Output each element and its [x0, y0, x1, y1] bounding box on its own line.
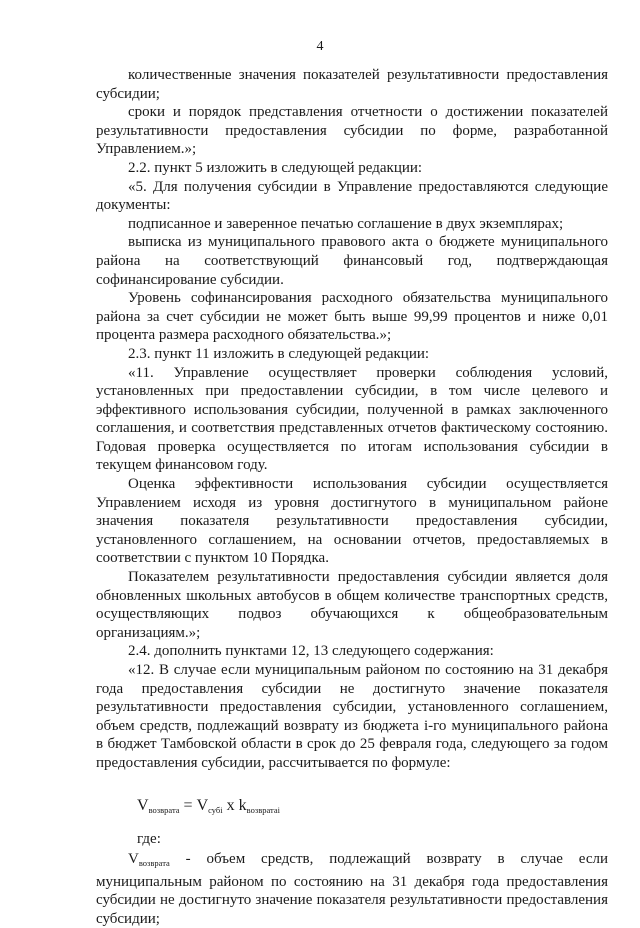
definition-sub: возврата [138, 858, 170, 868]
page-number: 4 [316, 39, 324, 54]
paragraph: «12. В случае если муниципальным районом по состоянию на 31 декабря года предоставления субсидии не достигнуто значение показателя результативности предоставления субсидии, установленного соглашением, объем средств, подлежащий возврату из бюджета i-го муниципального района в бюджет Тамбовской области в срок до 25 февраля года, следующего за годом предоставления субсидии, рассчитывается по формуле: [96, 662, 608, 771]
formula-times-k: x k [222, 797, 247, 814]
paragraph: 2.3. пункт 11 изложить в следующей редакции: [128, 345, 430, 362]
formula-sub-subsidy: субі [208, 805, 223, 815]
formula-sub-k: возвратаі [246, 805, 280, 815]
formula-equals: = V [179, 797, 209, 814]
paragraph: выписка из муниципального правового акта о бюджете муниципального района на соответствующий финансовый год, подтверждающая софинансирование субсидии. [96, 234, 608, 288]
paragraph: Уровень софинансирования расходного обязательства муниципального района за счет субсидии не может быть выше 99,99 процентов и ниже 0,01 процента размера расходного обязательства.»; [96, 290, 608, 344]
where-label: где: [137, 831, 161, 847]
document-body [96, 66, 608, 773]
paragraph: Показателем результативности предоставления субсидии является доля обновленных школьных автобусов в общем количестве транспортных средств, осуществляющих подвоз обучающихся к общеобразовательным организациям.»; [96, 569, 608, 641]
paragraph: Оценка эффективности использования субсидии осуществляется Управлением исходя из уровня достигнутого в муниципальном районе значения показателя результативности предоставления субсидии, установленного соглашением, на основании отчетов, предоставляемых в соответствии с пунктом 10 Порядка. [96, 476, 608, 567]
paragraph: 2.2. пункт 5 изложить в следующей редакции: [128, 159, 423, 176]
formula-sub-return: возврата [148, 805, 180, 815]
paragraph: «5. Для получения субсидии в Управление предоставляются следующие документы: [96, 178, 608, 214]
formula-v: V [137, 797, 149, 814]
definition-v: V [128, 851, 139, 867]
formula [137, 797, 280, 820]
paragraph: количественные значения показателей результативности предоставления субсидии; [96, 67, 608, 102]
paragraph: подписанное и заверенное печатью соглашение в двух экземплярах; [128, 215, 564, 232]
definition-block [96, 850, 608, 928]
definition-paragraph [96, 850, 608, 928]
paragraph: сроки и порядок представления отчетности о достижении показателей результативности предоставления субсидии по форме, разработанной Управлением.»; [96, 104, 608, 158]
paragraph: «11. Управление осуществляет проверки соблюдения условий, установленных при предоставлении субсидии, в том числе целевого и эффективного использования субсидии, полученной в рамках заключенного соглашения, и соответствия представленных отчетов фактическому состоянию. Годовая проверка осуществляется по итогам использования субсидии в текущем финансовом году. [96, 364, 608, 474]
paragraph: 2.4. дополнить пунктами 12, 13 следующего содержания: [128, 643, 494, 660]
definition-text: - объем средств, подлежащий возврату в случае если муниципальным районом по состоянию на 31 декабря года предоставления субсидии не достигнуто значение показателя результативности предоставления субсидии; [96, 851, 608, 927]
